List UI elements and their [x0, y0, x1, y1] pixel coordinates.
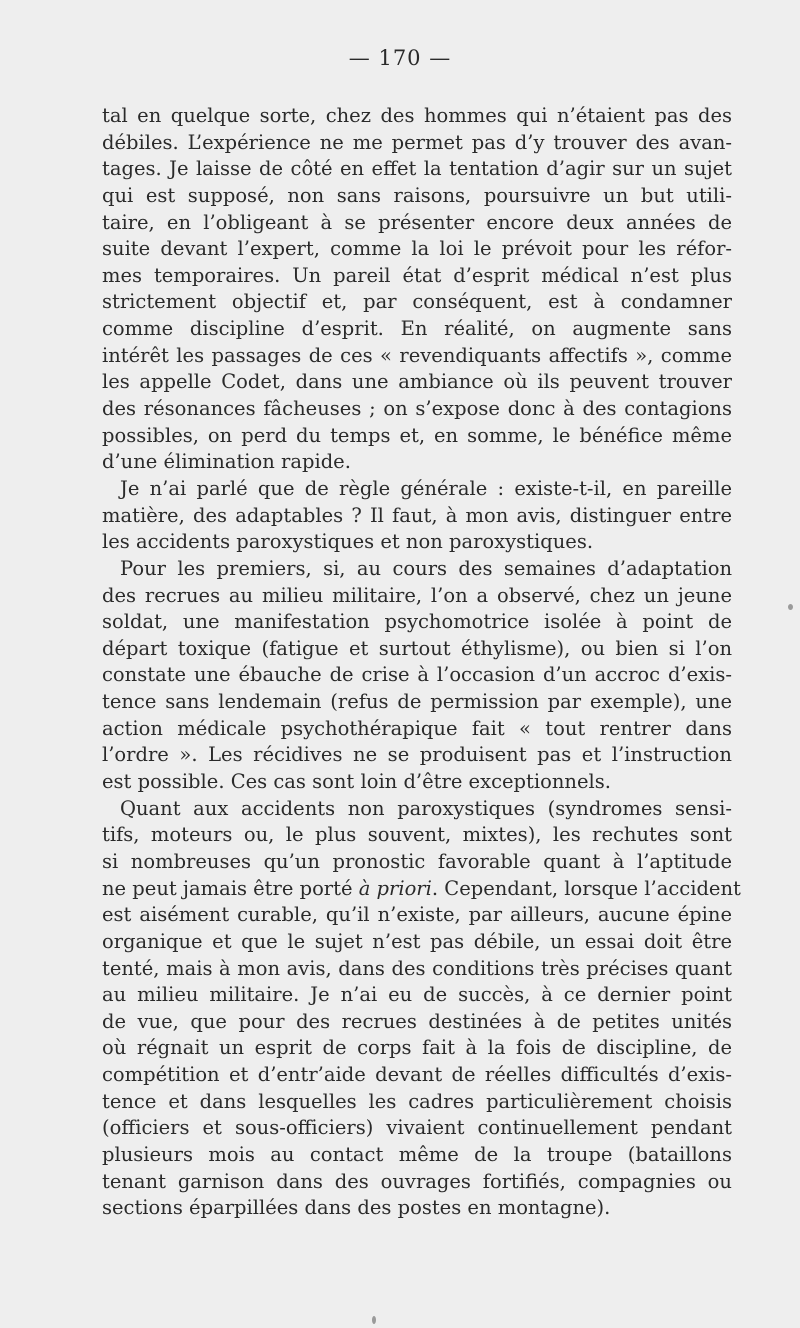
text-line: taire, en l’obligeant à se présenter encore deux années de [102, 210, 732, 234]
text-line: tifs, moteurs ou, le plus souvent, mixtes), les rechutes sont [102, 823, 732, 847]
text-line: mes temporaires. Un pareil état d’esprit médical n’est plus [102, 263, 732, 287]
text-line: matière, des adaptables ? Il faut, à mon avis, distinguer entre [102, 503, 732, 527]
text-line: compétition et d’entr’aide devant de réelles difficultés d’exis- [102, 1063, 732, 1087]
text-line: d’une élimination rapide. [102, 450, 351, 474]
page-number: — 170 — [348, 46, 452, 70]
text-line: constate une ébauche de crise à l’occasion d’un accroc d’exis- [102, 663, 732, 687]
text-line: débiles. L’expérience ne me permet pas d’y trouver des avan- [102, 130, 732, 154]
text-line: est possible. Ces cas sont loin d’être exceptionnels. [102, 770, 611, 794]
text-line: ne peut jamais être porté à priori. Cependant, lorsque l’accident [102, 876, 741, 900]
text-line: plusieurs mois au contact même de la troupe (bataillons [102, 1142, 732, 1166]
text-line: les accidents paroxystiques et non paroxystiques. [102, 530, 594, 554]
text-line: Pour les premiers, si, au cours des semaines d’adaptation [120, 556, 732, 580]
text-line: tence et dans lesquelles les cadres particulièrement choisis [102, 1089, 732, 1113]
text-line: des résonances fâcheuses ; on s’expose donc à des contagions [102, 397, 732, 421]
emphasis: à priori [358, 876, 432, 900]
text-line: si nombreuses qu’un pronostic favorable quant à l’aptitude [102, 849, 732, 873]
text-line: Quant aux accidents non paroxystiques (syndromes sensi- [120, 796, 732, 820]
text-line: organique et que le sujet n’est pas débile, un essai doit être [102, 929, 732, 953]
text-line: (officiers et sous-officiers) vivaient continuellement pendant [102, 1116, 732, 1140]
text-line: action médicale psychothérapique fait « tout rentrer dans [102, 716, 732, 740]
text-line: l’ordre ». Les récidives ne se produisent pas et l’instruction [102, 743, 732, 767]
text-line: sections éparpillées dans des postes en montagne). [102, 1196, 611, 1220]
text-line: des recrues au milieu militaire, l’on a observé, chez un jeune [102, 583, 732, 607]
paper-speck [372, 1316, 376, 1324]
paper-speck [788, 604, 793, 610]
text-line: départ toxique (fatigue et surtout éthylisme), ou bien si l’on [102, 636, 732, 660]
text-line: possibles, on perd du temps et, en somme, le bénéfice même [102, 423, 732, 447]
text-line: Je n’ai parlé que de règle générale : existe-t-il, en pareille [120, 476, 732, 500]
text-line: où régnait un esprit de corps fait à la fois de discipline, de [102, 1036, 732, 1060]
text-line: comme discipline d’esprit. En réalité, on augmente sans [102, 317, 732, 341]
text-line: tence sans lendemain (refus de permission par exemple), une [102, 690, 732, 714]
text-line: les appelle Codet, dans une ambiance où ils peuvent trouver [102, 370, 732, 394]
text-line: intérêt les passages de ces « revendiquants affectifs », comme [102, 343, 732, 367]
text-line: tages. Je laisse de côté en effet la tentation d’agir sur un sujet [102, 157, 732, 181]
text-line: suite devant l’expert, comme la loi le prévoit pour les réfor- [102, 237, 732, 261]
text-line: soldat, une manifestation psychomotrice isolée à point de [102, 610, 732, 634]
text-line: tal en quelque sorte, chez des hommes qui n’étaient pas des [102, 104, 732, 127]
text-line: qui est supposé, non sans raisons, poursuivre un but utili- [102, 183, 732, 207]
body-text [102, 103, 741, 1222]
text-line: tenant garnison dans des ouvrages fortifiés, compagnies ou [102, 1169, 732, 1193]
text-line: tenté, mais à mon avis, dans des conditions très précises quant [102, 956, 732, 980]
text-line: au milieu militaire. Je n’ai eu de succès, à ce dernier point [102, 983, 732, 1007]
text-line: est aisément curable, qu’il n’existe, par ailleurs, aucune épine [102, 903, 732, 927]
text-line: de vue, que pour des recrues destinées à de petites unités [102, 1009, 732, 1033]
text-line: strictement objectif et, par conséquent, est à condamner [102, 290, 732, 314]
